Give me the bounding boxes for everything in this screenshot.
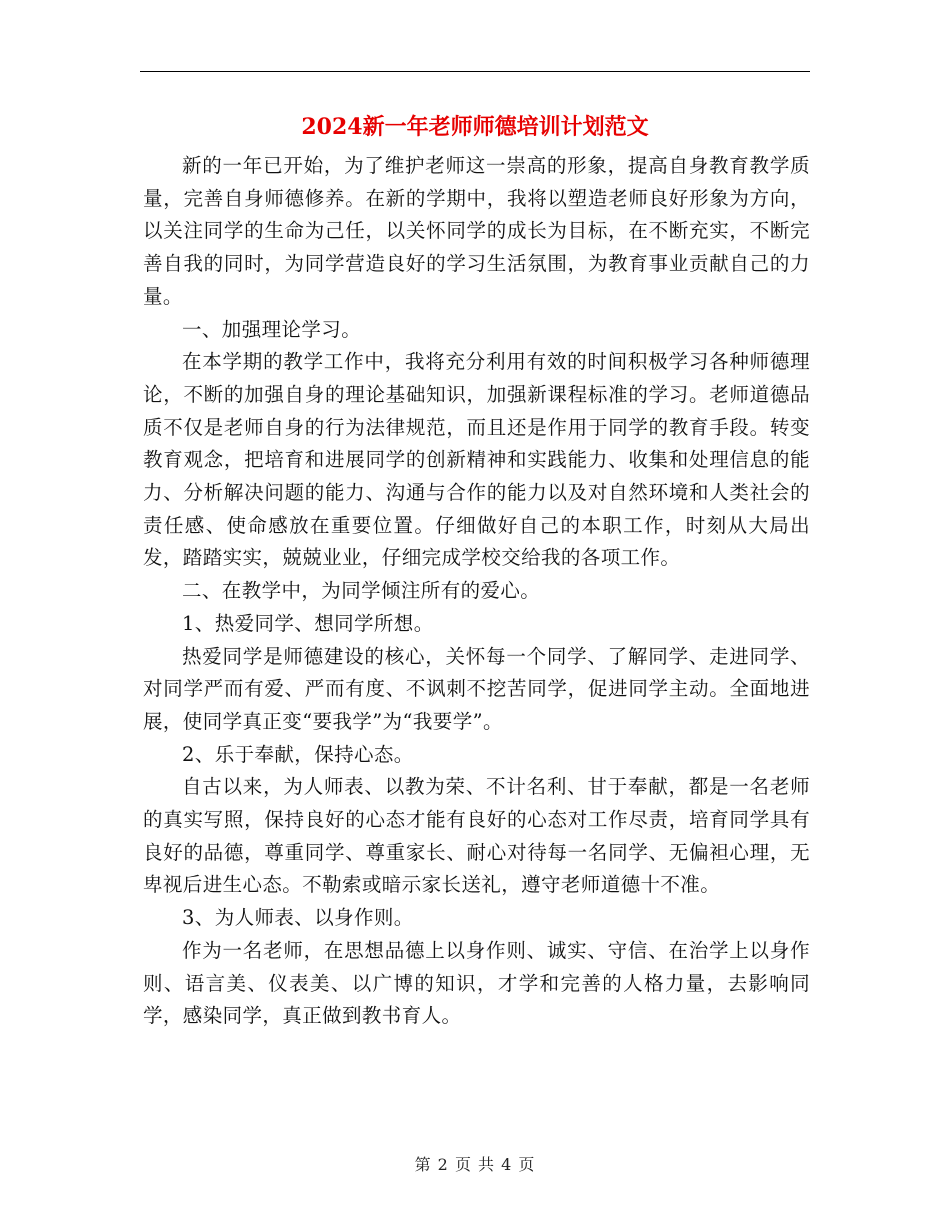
subheading-2: 2、乐于奉献，保持心态。 (182, 742, 414, 766)
subheading-1: 1、热爱同学、想同学所想。 (182, 611, 434, 635)
document-title: 2024新一年老师师德培训计划范文 (301, 114, 649, 140)
page-number: 第 2 页 共 4 页 (414, 1155, 536, 1174)
paragraph-dedication: 自古以来，为人师表、以教为荣、不计名利、甘于奉献，都是一名老师的真实写照，保持良好的心态才能有良好的心态对工作尽责，培育同学具有良好的品德，尊重同学、尊重家长、耐心对待每一名同学、无偏袒心理，无卑视后进生心态。不勒索或暗示家长送礼，遵守老师道德十不准。 (143, 775, 810, 897)
document-body (143, 150, 810, 1033)
paragraph-example: 作为一名老师，在思想品德上以身作则、诚实、守信、在治学上以身作则、语言美、仪表美、以广博的知识，才学和完善的人格力量，去影响同学，感染同学，真正做到教书育人。 (143, 938, 810, 1028)
heading-section-2: 二、在教学中，为同学倾注所有的爱心。 (182, 579, 541, 603)
paragraph-theory: 在本学期的教学工作中，我将充分利用有效的时间积极学习各种师德理论，不断的加强自身的理论基础知识，加强新课程标准的学习。老师道德品质不仅是老师自身的行为法律规范，而且还是作用于同学的教育手段。转变教育观念，把培育和进展同学的创新精神和实践能力、收集和处理信息的能力、分析解决问题的能力、沟通与合作的能力以及对自然环境和人类社会的责任感、使命感放在重要位置。仔细做好自己的本职工作，时刻从大局出发，踏踏实实，兢兢业业，仔细完成学校交给我的各项工作。 (143, 350, 810, 570)
paragraph-love-students: 热爱同学是师德建设的核心，关怀每一个同学、了解同学、走进同学、对同学严而有爱、严而有度、不讽刺不挖苦同学，促进同学主动。全面地进展，使同学真正变“要我学”为“我要学”。 (143, 644, 810, 733)
header-rule (140, 71, 810, 72)
paragraph-intro: 新的一年已开始，为了维护老师这一崇高的形象，提高自身教育教学质量，完善自身师德修养。在新的学期中，我将以塑造老师良好形象为方向，以关注同学的生命为己任，以关怀同学的成长为目标，在不断充实，不断完善自我的同时，为同学营造良好的学习生活氛围，为教育事业贡献自己的力量。 (143, 154, 810, 308)
subheading-3: 3、为人师表、以身作则。 (182, 906, 414, 930)
heading-section-1: 一、加强理论学习。 (182, 317, 362, 341)
